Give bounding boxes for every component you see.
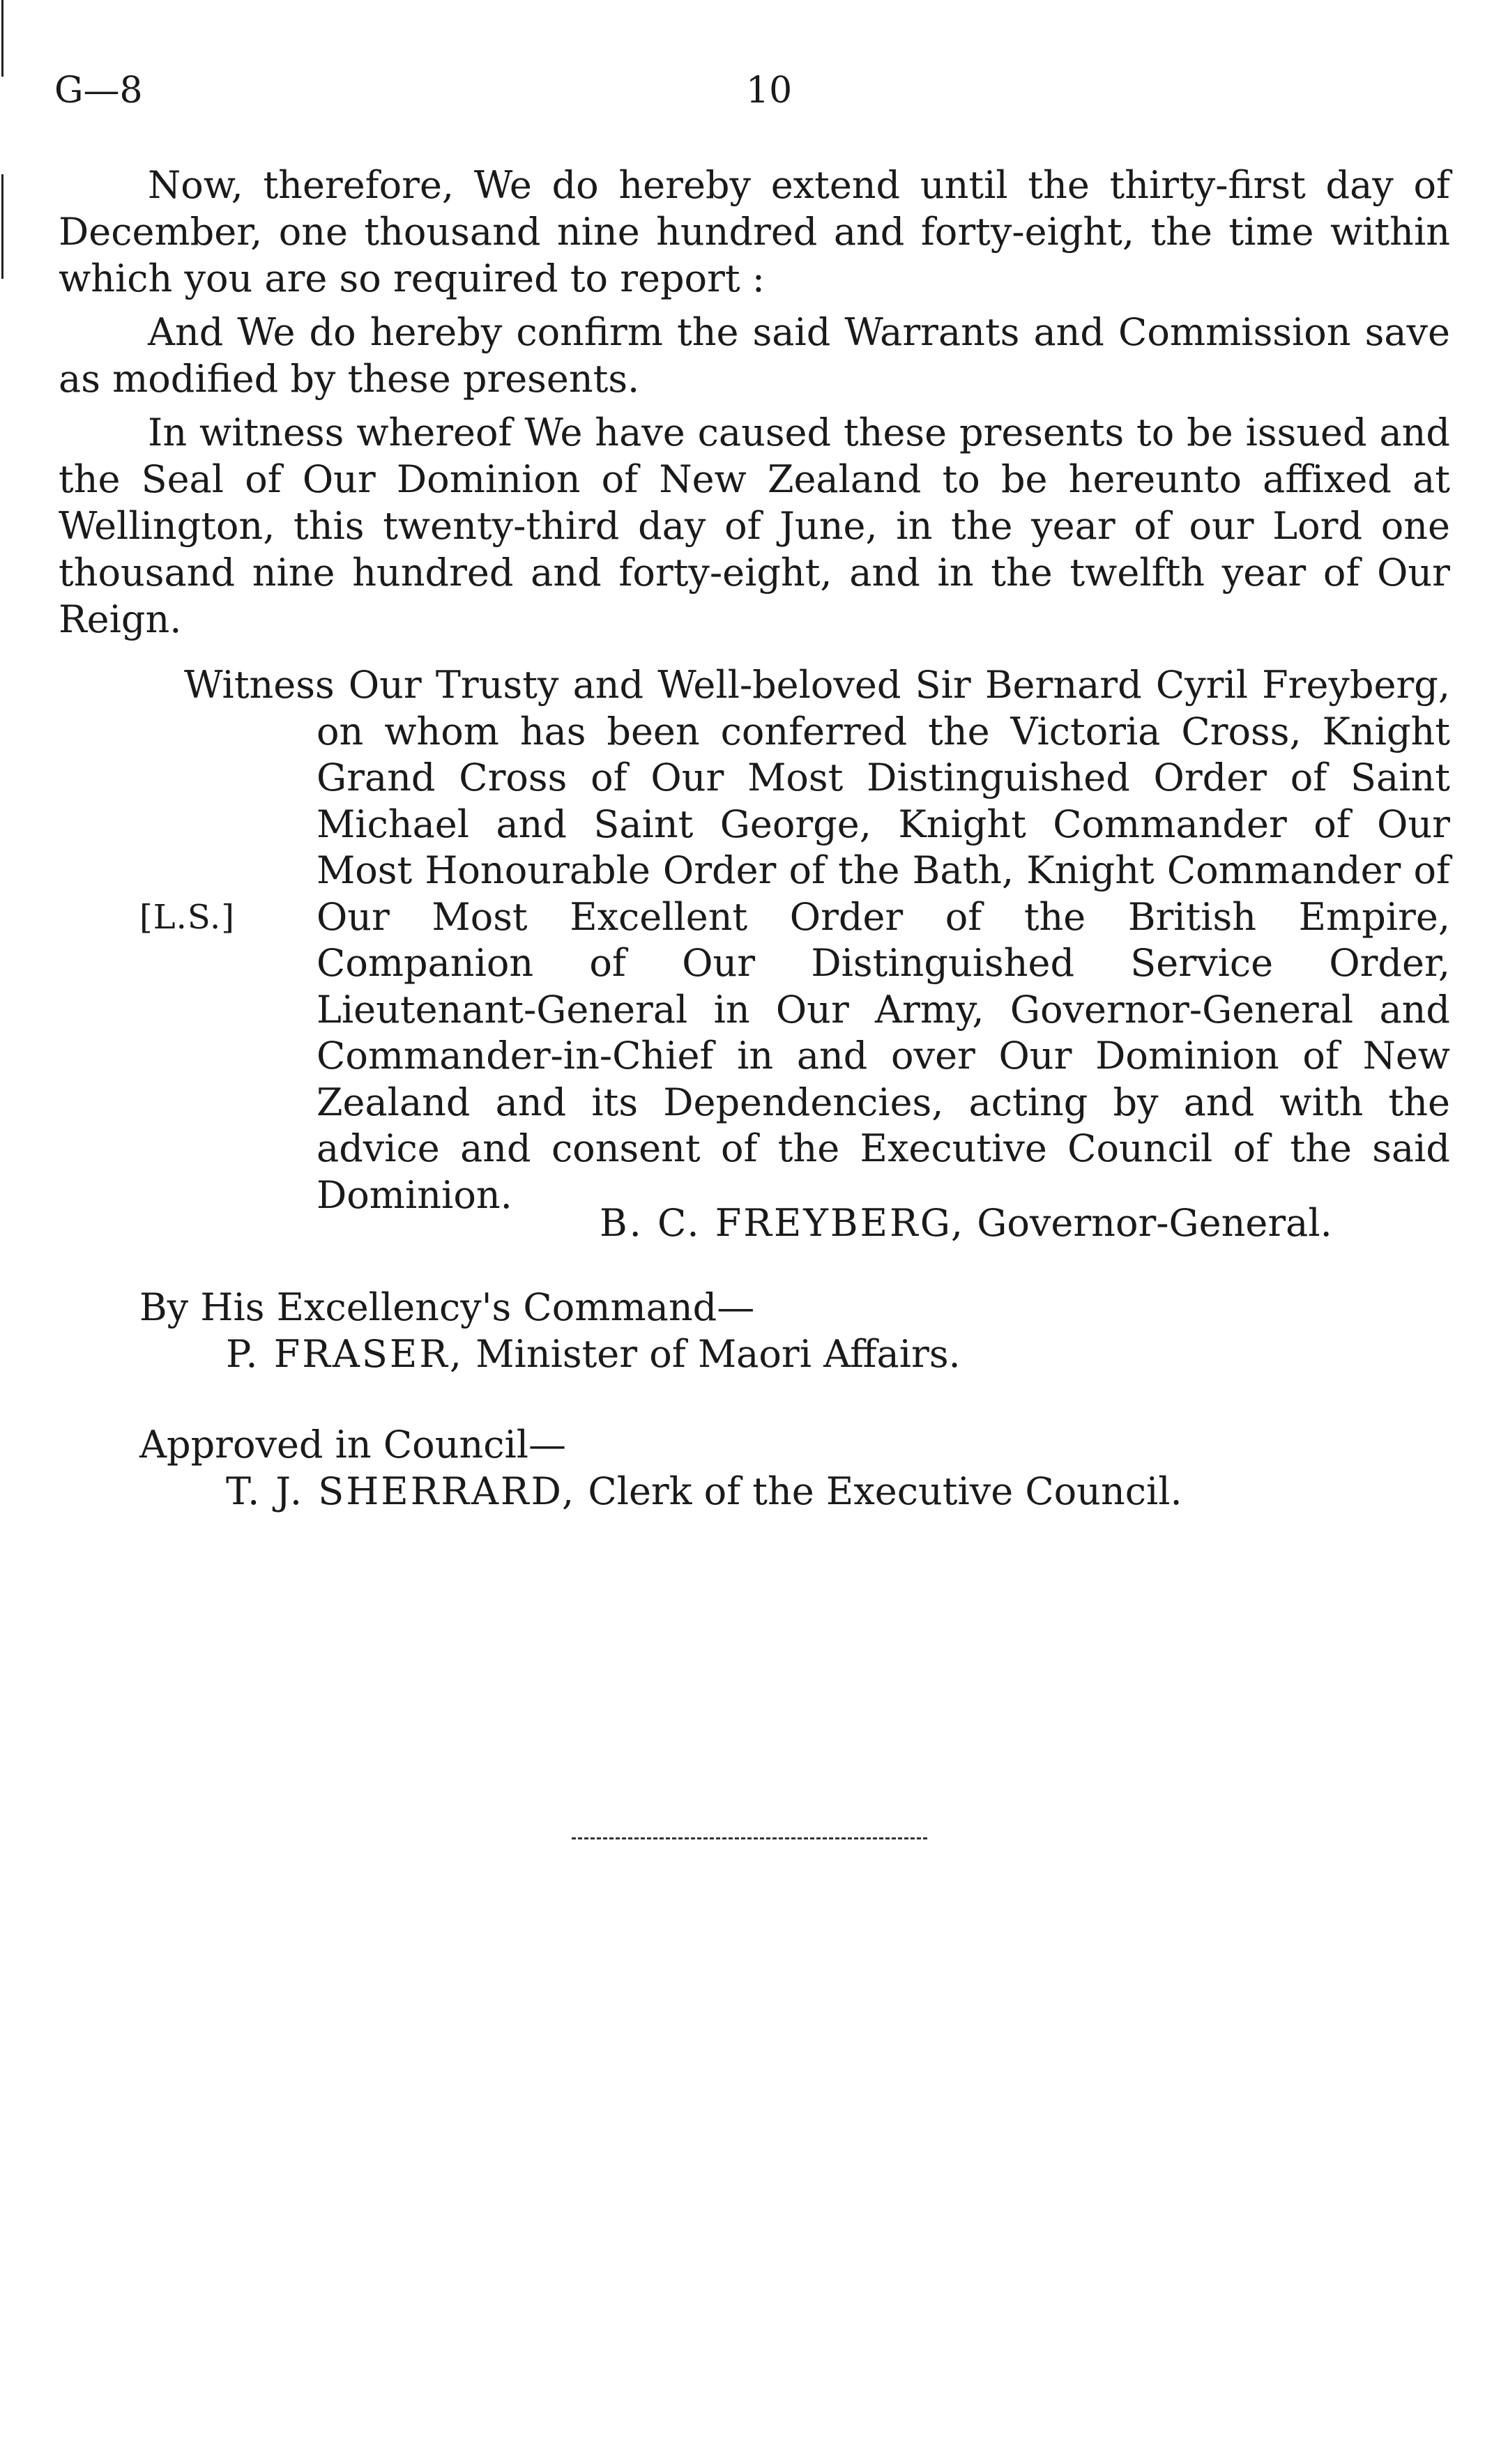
margin-mark-top	[1, 0, 3, 77]
witness-text: Witness Our Trusty and Well-beloved Sir Bernard Cyril Freyberg, on whom has been conferred the Victoria Cross, Knight Grand Cross of Our Most Distinguished Order of Saint Michael and Saint George, Knight Commander of Our Most Honourable Order of the Bath, Knight Commander of Our Most Excellent Order of the British Empire, Companion of Our Distinguished Service Order, Lieutenant-General in Our Army, Governor-General and Commander-in-Chief in and over Our Dominion of New Zealand and its Dependencies, acting by and with the advice and consent of the Executive Council of the said Dominion.	[184, 663, 1450, 1217]
clerk-signature	[226, 1469, 1182, 1515]
margin-mark-middle	[1, 174, 3, 279]
page-header	[49, 70, 1443, 125]
paragraph-extension: Now, therefore, We do hereby extend until the thirty-first day of December, one thousand nine hundred and forty-eight, the time within which you are so required to report :	[59, 163, 1450, 300]
minister-signature	[226, 1331, 961, 1377]
governor-name: B. C. FREYBERG,	[600, 1201, 966, 1245]
minister-title: Minister of Maori Affairs.	[475, 1332, 961, 1376]
clerk-title: Clerk of the Executive Council.	[588, 1469, 1182, 1513]
minister-name: P. FRASER,	[226, 1332, 464, 1376]
approval-intro: Approved in Council—	[139, 1423, 567, 1467]
witness-clause	[59, 662, 1450, 1217]
proclamation-body	[59, 162, 1450, 650]
page-number: 10	[746, 70, 793, 112]
command-intro: By His Excellency's Command—	[139, 1285, 755, 1329]
seal-mark: [L.S.]	[139, 898, 236, 937]
clerk-name: T. J. SHERRARD,	[226, 1469, 577, 1513]
paragraph-confirmation: And We do hereby confirm the said Warrants and Commission save as modified by these presents.	[59, 310, 1450, 401]
paragraph-witness-whereof: In witness whereof We have caused these presents to be issued and the Seal of Our Dominion of New Zealand to be hereunto affixed at Wellington, this twenty-third day of June, in the year of our Lord one thousand nine hundred and forty-eight, and in the twelfth year of Our Reign.	[59, 411, 1450, 641]
closing-rule	[572, 1837, 927, 1839]
document-reference: G—8	[54, 70, 143, 112]
governor-signature	[600, 1200, 1332, 1246]
governor-title: Governor-General.	[977, 1201, 1332, 1245]
